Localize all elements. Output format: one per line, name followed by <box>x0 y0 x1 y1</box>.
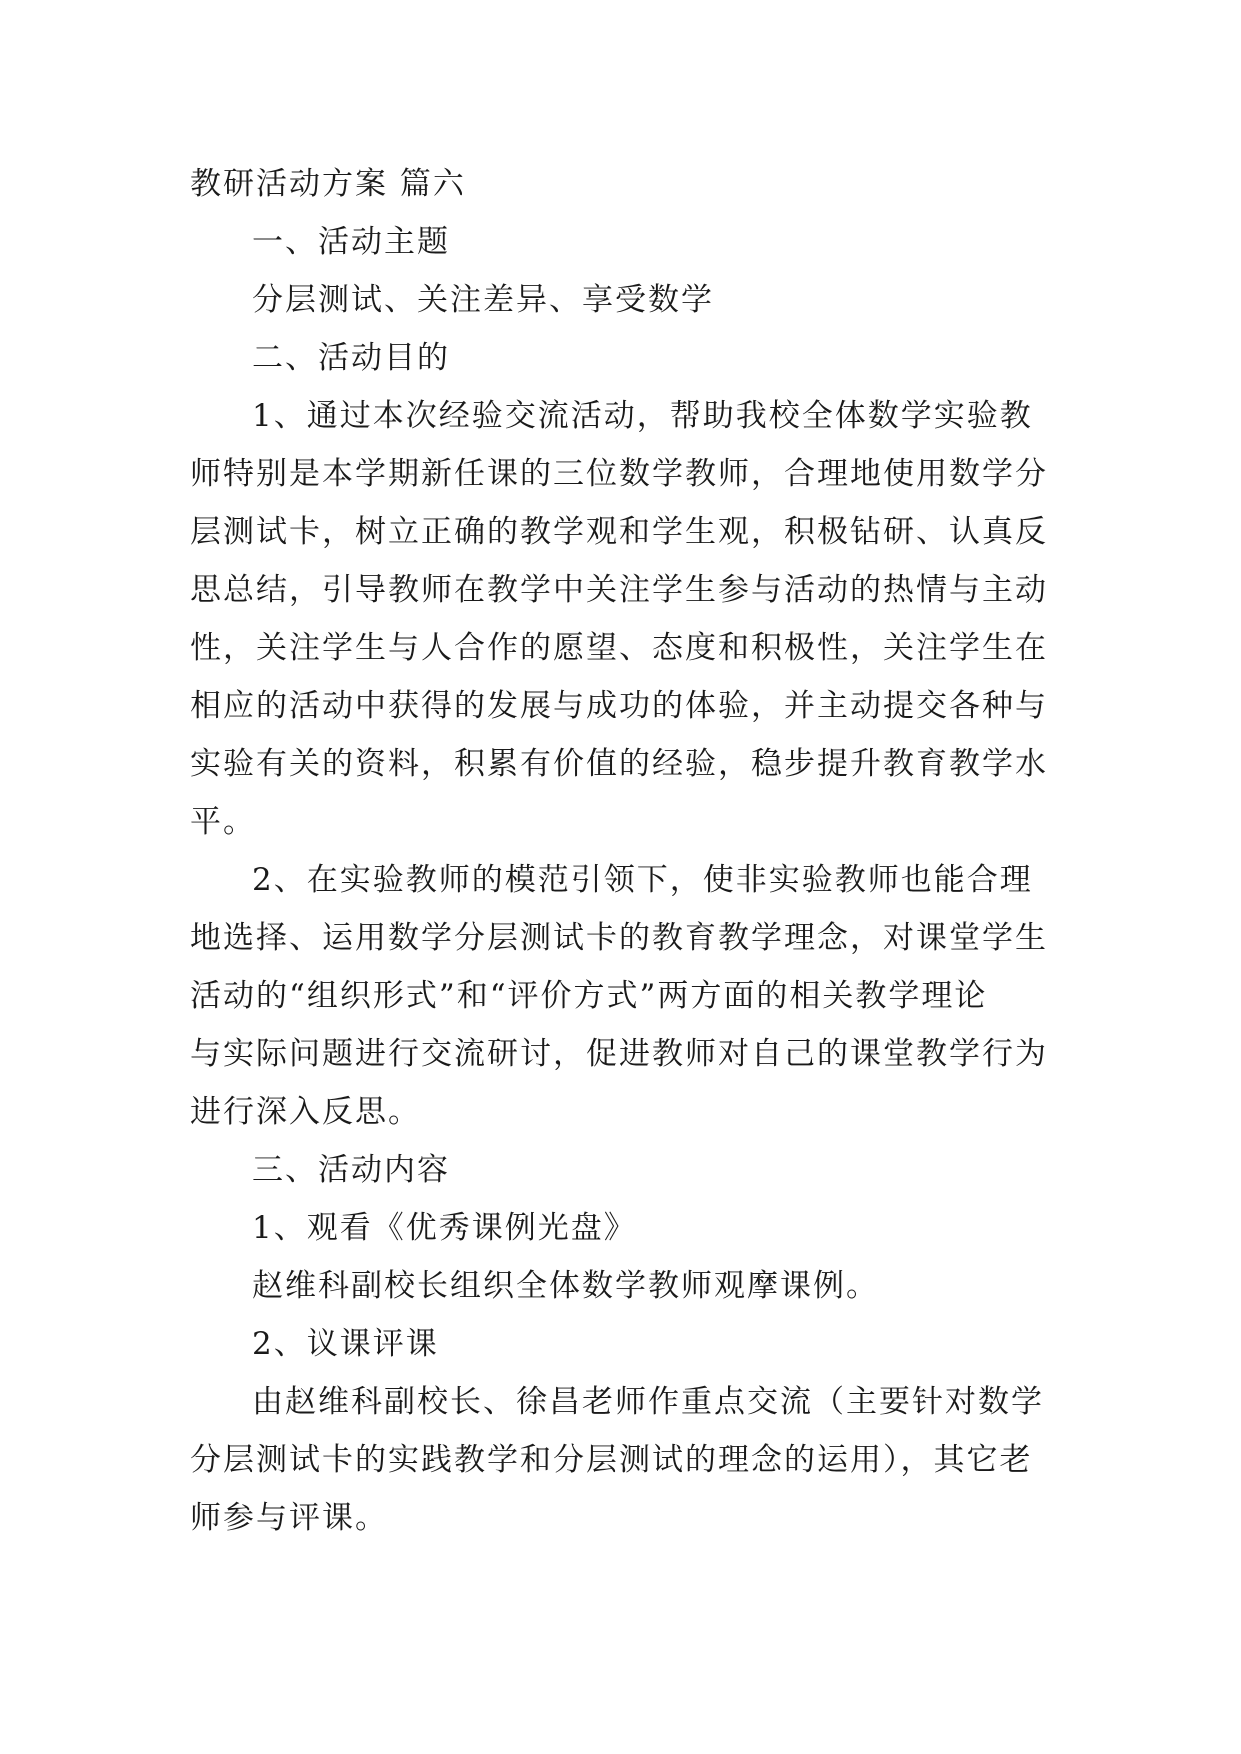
paragraph-line: 活动的“组织形式”和“评价方式”两方面的相关教学理论 <box>190 978 988 1014</box>
paragraph-line: 师参与评课。 <box>190 1500 388 1536</box>
theme-text: 分层测试、关注差异、享受数学 <box>252 282 714 318</box>
section-heading-content: 三、活动内容 <box>252 1152 450 1188</box>
paragraph-line: 实验有关的资料，积累有价值的经验，稳步提升教育教学水 <box>190 746 1048 782</box>
paragraph-line: 平。 <box>190 804 256 840</box>
paragraph-line: 分层测试卡的实践教学和分层测试的理念的运用），其它老 <box>190 1442 1033 1478</box>
paragraph-line: 思总结，引导教师在教学中关注学生参与活动的热情与主动 <box>190 572 1048 608</box>
document-title: 教研活动方案 篇六 <box>190 166 466 202</box>
section-heading-theme: 一、活动主题 <box>252 224 450 260</box>
paragraph-line: 层测试卡，树立正确的教学观和学生观，积极钻研、认真反 <box>190 514 1048 550</box>
section-heading-purpose: 二、活动目的 <box>252 340 450 376</box>
subheading-review: 2、议课评课 <box>252 1326 439 1362</box>
paragraph-line: 1、通过本次经验交流活动，帮助我校全体数学实验教 <box>252 398 1033 434</box>
paragraph-line: 地选择、运用数学分层测试卡的教育教学理念，对课堂学生 <box>190 920 1048 956</box>
paragraph-line: 由赵维科副校长、徐昌老师作重点交流（主要针对数学 <box>252 1384 1044 1420</box>
paragraph-line: 性，关注学生与人合作的愿望、态度和积极性，关注学生在 <box>190 630 1048 666</box>
subheading-watch: 1、观看《优秀课例光盘》 <box>252 1210 637 1246</box>
paragraph-line: 进行深入反思。 <box>190 1094 421 1130</box>
paragraph-line: 相应的活动中获得的发展与成功的体验，并主动提交各种与 <box>190 688 1048 724</box>
paragraph-line: 师特别是本学期新任课的三位数学教师，合理地使用数学分 <box>190 456 1048 492</box>
paragraph-line: 赵维科副校长组织全体数学教师观摩课例。 <box>252 1268 879 1304</box>
paragraph-line: 2、在实验教师的模范引领下，使非实验教师也能合理 <box>252 862 1033 898</box>
document-body <box>190 155 1060 1547</box>
paragraph-line: 与实际问题进行交流研讨，促进教师对自己的课堂教学行为 <box>190 1036 1048 1072</box>
